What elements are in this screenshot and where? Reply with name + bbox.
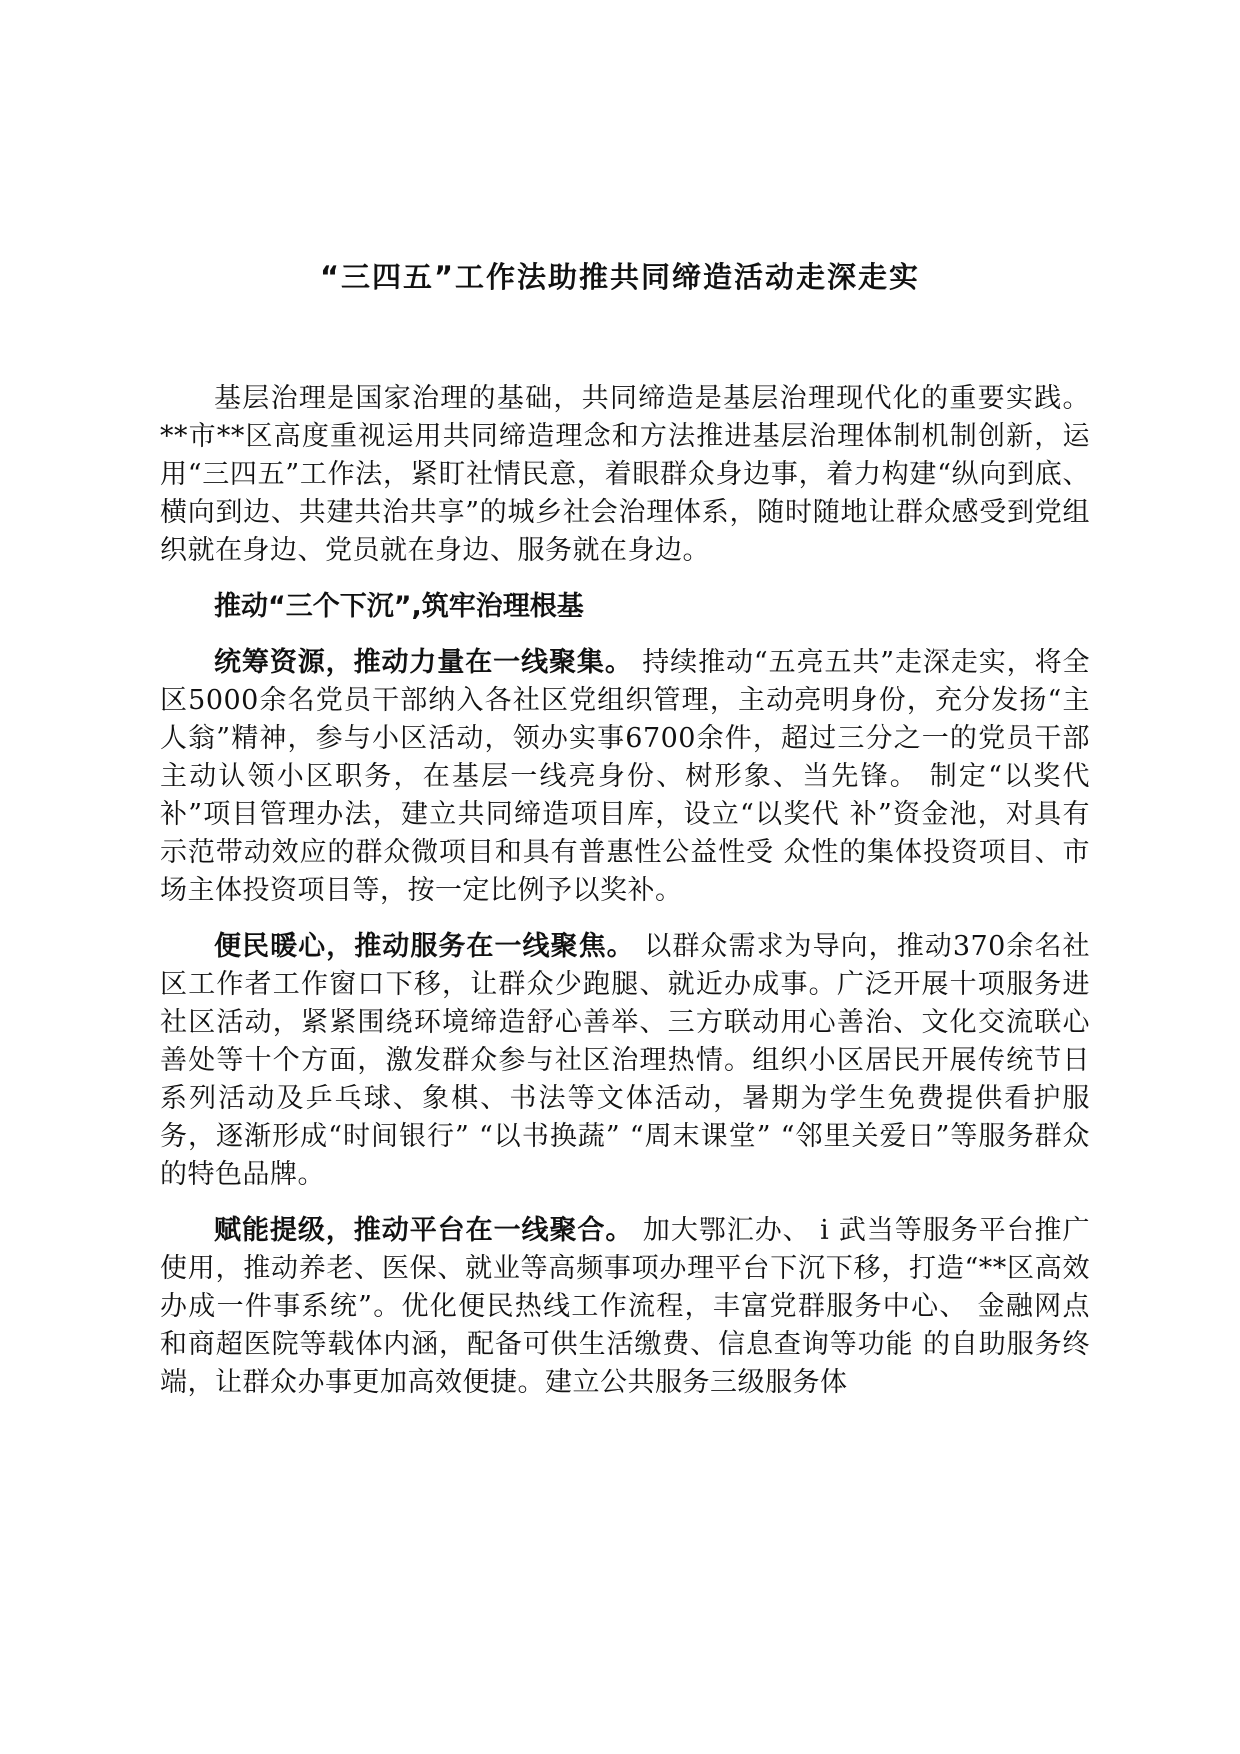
section-heading: 推动“三个下沉”,筑牢治理根基 [214, 591, 584, 622]
intro-paragraph: 基层治理是国家治理的基础，共同缔造是基层治理现代化的重要实践。**市**区高度重视运用共同缔造理念和方法推进基层治理体制机制创新，运用“三四五”工作法，紧盯社情民意，着眼群众身边事，着力构建“纵向到底、横向到边、共建共治共享”的城乡社会治理体系，随时随地让群众感受到党组织就在身边、党员就在身边、服务就在身边。 [160, 383, 1090, 566]
paragraph-text: 持续推动“五亮五共”走深走实，将全区5000余名党员干部纳入各社区党组织管理，主动亮明身份，充分发扬“主人翁”精神，参与小区活动，领办实事6700余件，超过三分之一的党员干部主动认领小区职务，在基层一线亮身份、树形象、当先锋。 制定“以奖代补”项目管理办法，建立共同缔造项目库，设立“以奖代 补”资金池，对具有示范带动效应的群众微项目和具有普惠性公益性受 众性的集体投资项目、市场主体投资项目等，按一定比例予以奖补。 [160, 647, 1090, 906]
document-title: “三四五”工作法助推共同缔造活动走深走实 [319, 260, 921, 294]
paragraph-text: 以群众需求为导向，推动370余名社区工作者工作窗口下移，让群众少跑腿、就近办成事。广泛开展十项服务进社区活动，紧紧围绕环境缔造舒心善举、三方联动用心善治、文化交流联心善处等十个方面，激发群众参与社区治理热情。组织小区居民开展传统节日系列活动及乒乓球、象棋、书法等文体活动，暑期为学生免费提供看护服务，逐渐形成“时间银行” “以书换蔬” “周末课堂” “邻里关爱日”等服务群众的特色品牌。 [160, 931, 1090, 1190]
paragraph-lead: 赋能提级，推动平台在一线聚合。 [214, 1215, 634, 1246]
paragraph-lead: 统筹资源，推动力量在一线聚集。 [214, 647, 633, 678]
paragraph-lead: 便民暖心，推动服务在一线聚焦。 [214, 931, 635, 962]
paragraph-gather-strength [160, 644, 1090, 910]
paragraph-focus-service [160, 928, 1090, 1194]
paragraph-text: 加大鄂汇办、 i 武当等服务平台推广使用，推动养老、医保、就业等高频事项办理平台下沉下移，打造“**区高效办成一件事系统”。优化便民热线工作流程，丰富党群服务中心、 金融网点和商超医院等载体内涵，配备可供生活缴费、信息查询等功能 的自助服务终端，让群众办事更加高效便捷。建立公共服务三级服务体 [160, 1215, 1091, 1398]
document-body [160, 380, 1090, 1420]
paragraph-platform-integration [160, 1212, 1090, 1402]
